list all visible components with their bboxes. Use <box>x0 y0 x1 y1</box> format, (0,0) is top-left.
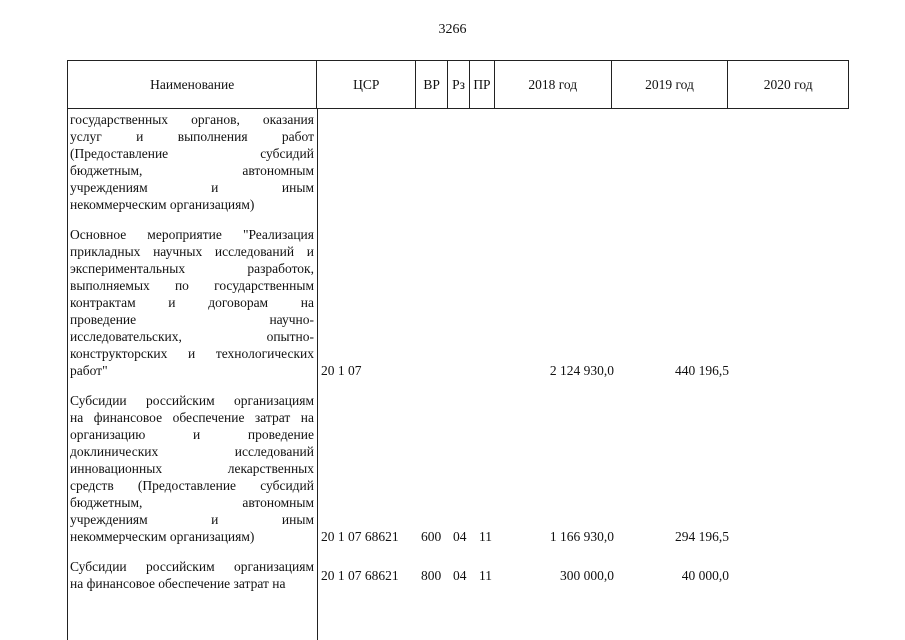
name-line: услуг и выполнения работ <box>70 129 314 144</box>
name-line: прикладных научных исследований и <box>70 244 314 259</box>
name-line: конструкторских и технологических <box>70 346 314 361</box>
header-pr: ПР <box>470 61 495 108</box>
name-line: Субсидии российским организациям <box>70 559 314 574</box>
row-name <box>70 392 314 545</box>
row-2019: 40 000,0 <box>681 568 729 583</box>
name-line: на финансовое обеспечение затрат на <box>70 410 314 425</box>
header-2019: 2019 год <box>612 61 729 108</box>
name-line: доклинических исследований <box>70 444 314 459</box>
row-2018: 1 166 930,0 <box>549 529 614 544</box>
row-2018: 300 000,0 <box>560 568 614 583</box>
table-header <box>67 60 849 109</box>
name-line: Основное мероприятие "Реализация <box>70 227 314 242</box>
name-line: работ" <box>70 363 108 378</box>
name-line: бюджетным, автономным <box>70 163 314 178</box>
header-2018: 2018 год <box>495 61 612 108</box>
row-csr: 20 1 07 68621 <box>321 529 399 544</box>
name-line: некоммерческим организациям) <box>70 529 255 544</box>
header-name: Наименование <box>68 61 317 108</box>
page-number: 3266 <box>438 22 467 37</box>
row-rz: 04 <box>453 529 467 544</box>
name-line: государственных органов, оказания <box>70 112 314 127</box>
row-vr: 600 <box>421 529 442 544</box>
row-vr: 800 <box>421 568 442 583</box>
header-rz: Рз <box>448 61 470 108</box>
name-line: исследовательских, опытно- <box>70 329 314 344</box>
name-line: контрактам и договорам на <box>70 295 314 310</box>
name-line: организацию и проведение <box>70 427 314 442</box>
name-line: средств (Предоставление субсидий <box>70 478 314 493</box>
name-line: выполняемых по государственным <box>70 278 314 293</box>
header-csr: ЦСР <box>317 61 416 108</box>
name-line: учреждениям и иным <box>70 512 314 527</box>
name-line: некоммерческим организациям) <box>70 197 255 212</box>
row-name <box>70 558 314 592</box>
header-2020: 2020 год <box>763 76 813 92</box>
row-2019: 294 196,5 <box>675 529 729 544</box>
name-line: на финансовое обеспечение затрат на <box>70 576 286 591</box>
header-vr: ВР <box>416 61 448 108</box>
row-name <box>70 226 314 379</box>
row-csr: 20 1 07 68621 <box>321 568 399 583</box>
name-line: инновационных лекарственных <box>70 461 314 476</box>
name-line: экспериментальных разработок, <box>70 261 314 276</box>
row-pr: 11 <box>479 529 492 544</box>
name-line: проведение научно- <box>70 312 314 327</box>
name-line: бюджетным, автономным <box>70 495 314 510</box>
table-divider-name <box>317 109 318 640</box>
row-2018: 2 124 930,0 <box>549 363 614 378</box>
row-rz: 04 <box>453 568 467 583</box>
row-csr: 20 1 07 <box>321 363 362 378</box>
name-line: Субсидии российским организациям <box>70 393 314 408</box>
name-line: учреждениям и иным <box>70 180 314 195</box>
name-line: (Предоставление субсидий <box>70 146 314 161</box>
row-name <box>70 111 314 213</box>
table-border-left <box>67 109 68 640</box>
row-2019: 440 196,5 <box>675 363 729 378</box>
row-pr: 11 <box>479 568 492 583</box>
